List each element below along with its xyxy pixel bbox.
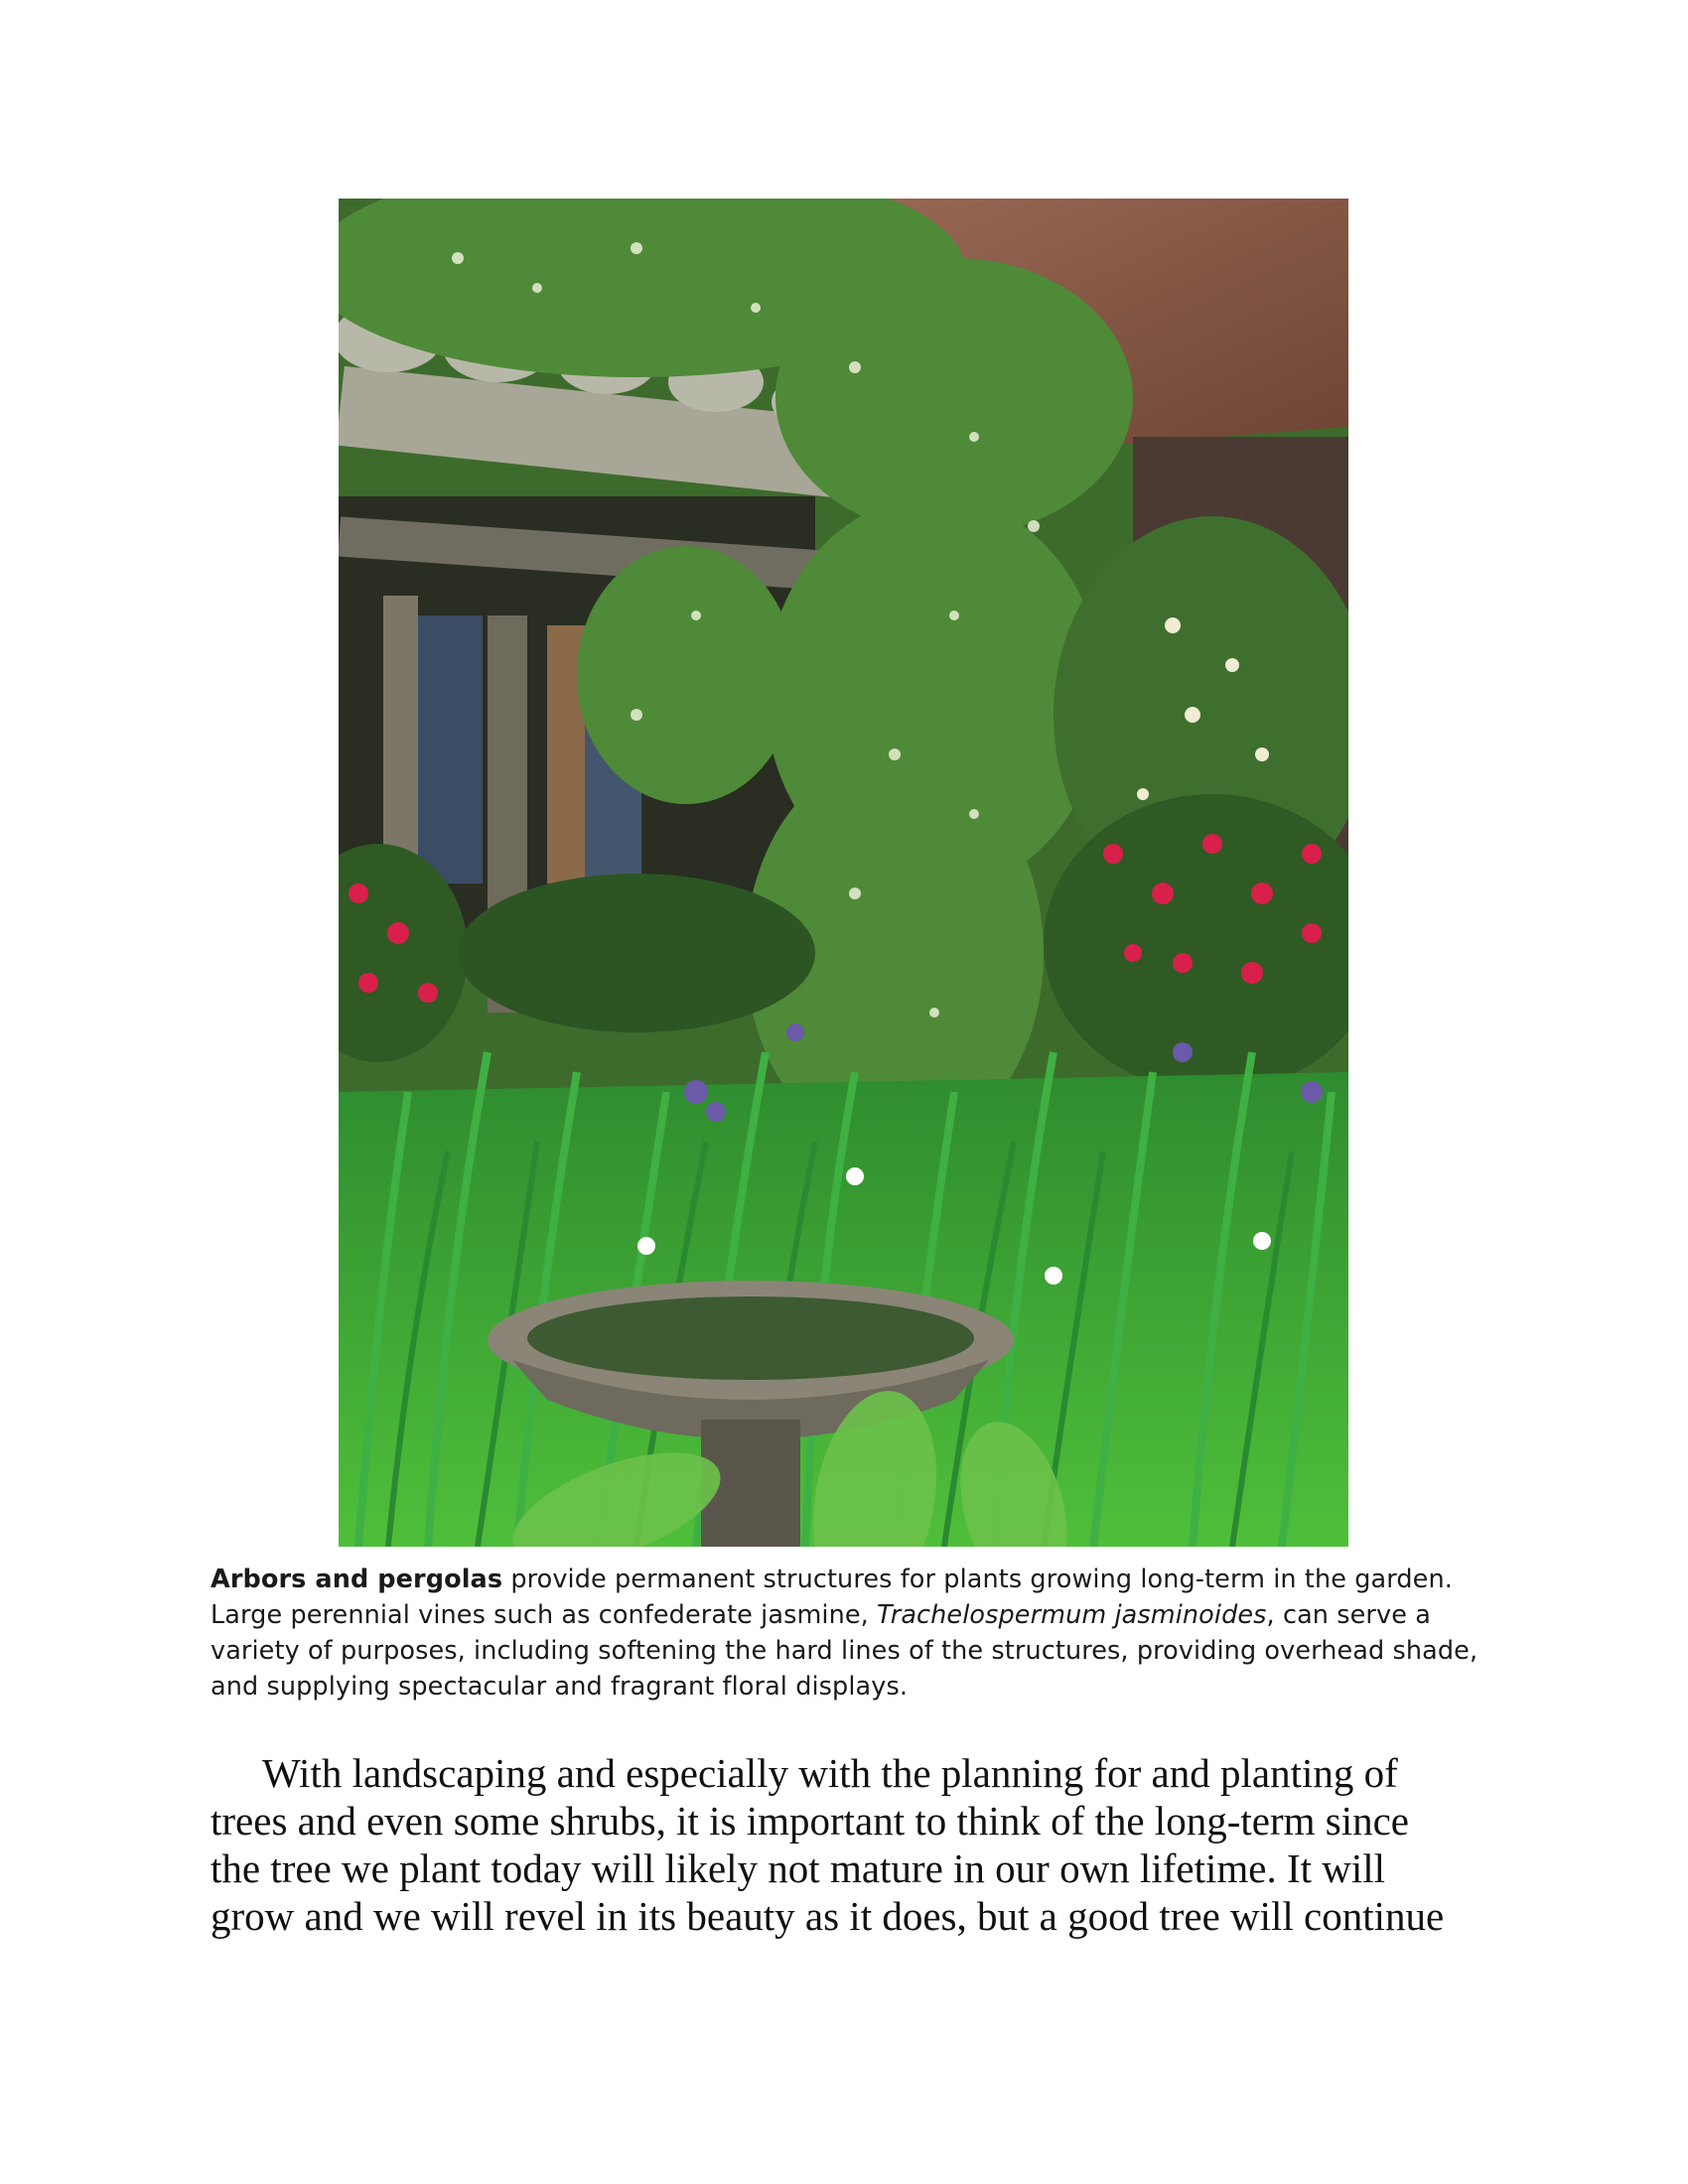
body-line: the tree we plant today will likely not mature in our own lifetime. It will [211, 1845, 1386, 1891]
garden-illustration [339, 199, 1348, 1547]
garden-pergola-photo [339, 199, 1348, 1547]
body-line: trees and even some shrubs, it is important to think of the long-term since [211, 1798, 1409, 1843]
caption-species: Trachelospermum jasminoides [877, 1600, 1267, 1630]
body-line: With landscaping and especially with the planning for and planting of [262, 1750, 1398, 1796]
caption-text-2: , can serve a variety of purposes, including softening the hard lines of the structures, providing overhead shade, and supplying spectacular and fragrant floral displays. [211, 1600, 1478, 1702]
figure-caption [211, 1562, 1486, 1705]
caption-text-1: provide permanent structures for plants growing long-term in the garden. Large perennial vines such as confederate jasmine, [211, 1565, 1453, 1630]
window-shutter [413, 615, 483, 884]
body-line: grow and we will revel in its beauty as it does, but a good tree will continue [211, 1893, 1445, 1939]
caption-lead: Arbors and pergolas [211, 1565, 503, 1594]
body-paragraph [211, 1749, 1491, 1940]
